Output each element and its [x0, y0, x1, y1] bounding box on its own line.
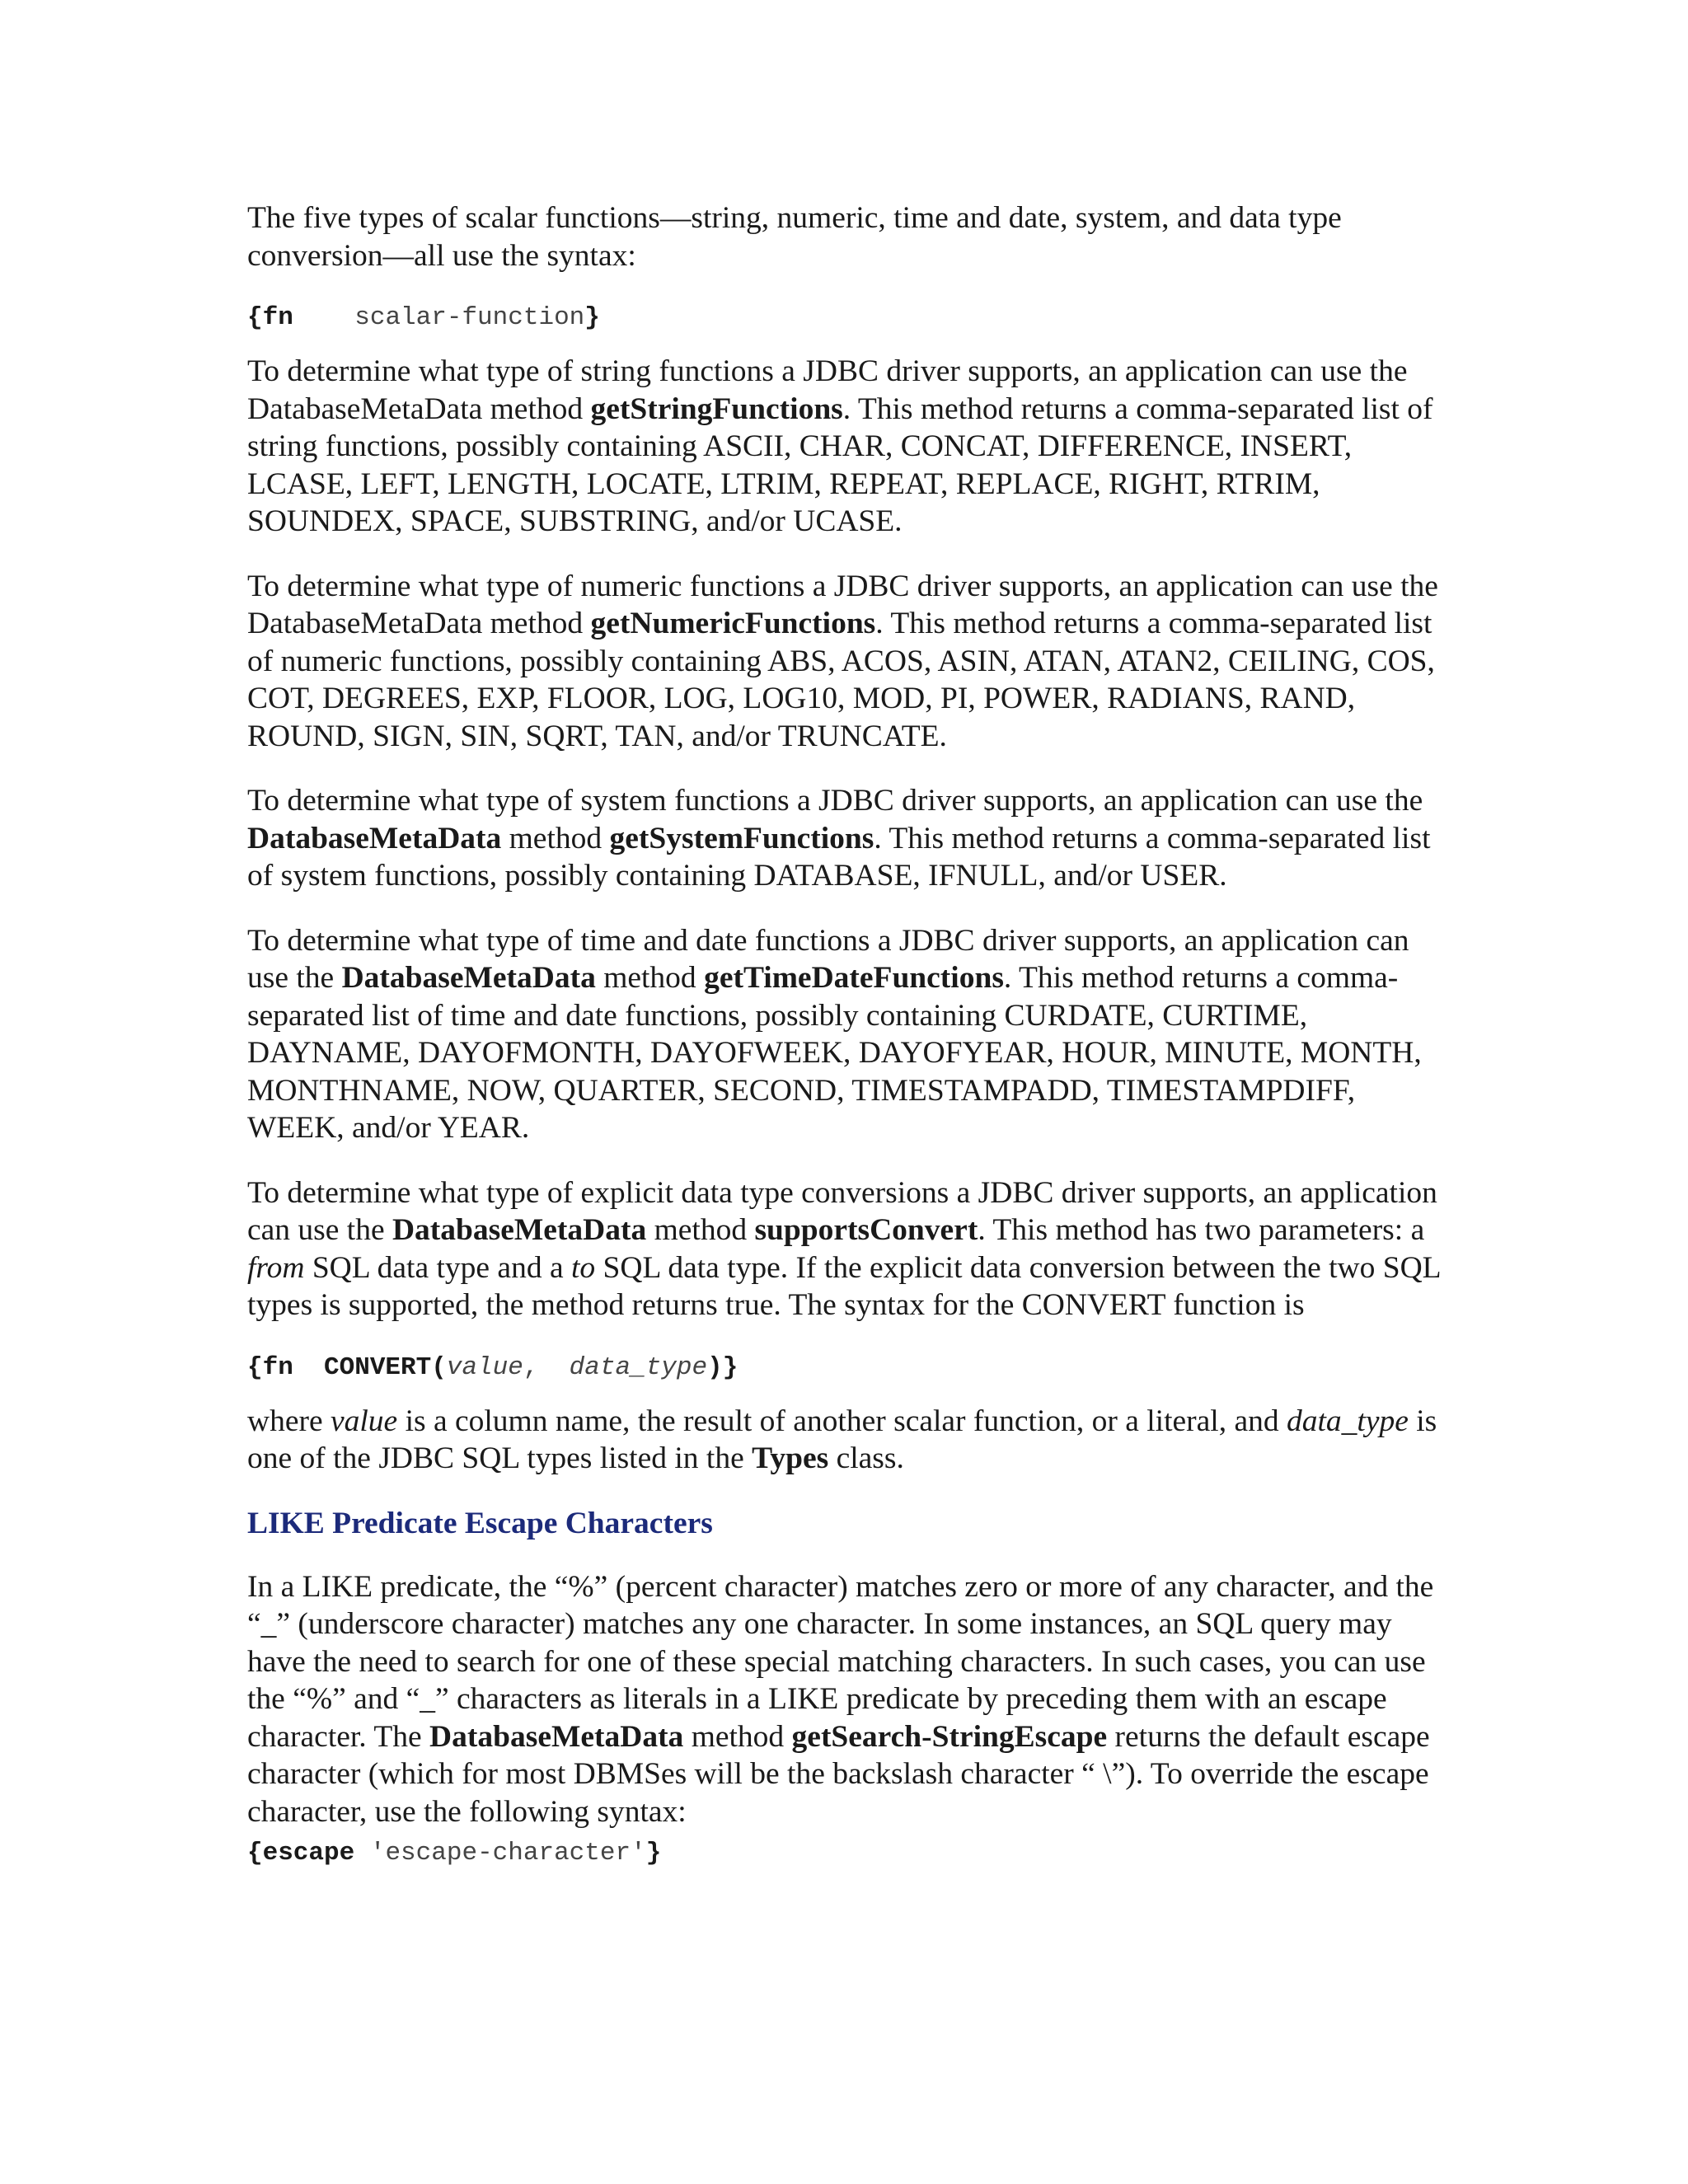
paragraph-text: method: [646, 1213, 755, 1247]
paragraph-text: method: [595, 961, 705, 995]
document-page: [247, 199, 1442, 1888]
paragraph-text: To determine what type of string functions a JDBC driver supports, an application can use the DatabaseMetaData method: [247, 354, 1408, 426]
paragraph-text: . This method returns a comma-separated list of string functions, possibly containing ASCII, CHAR, CONCAT, DIFFERENCE, INSERT, LCASE, LEFT, LENGTH, LOCATE, LTRIM, REPEAT, REPLACE, RIGHT, RTRIM, SOUNDEX, SPACE, SUBSTRING, and/or UCASE.: [247, 391, 1433, 538]
emphasis-text: data_type: [1287, 1404, 1409, 1438]
paragraph-text: . This method has two parameters: a: [978, 1213, 1425, 1247]
class-name: DatabaseMetaData: [341, 961, 596, 995]
method-name: getSearch-StringEscape: [791, 1719, 1108, 1754]
paragraph-text: SQL data type. If the explicit data conversion between the two SQL types is supported, the method returns true. The syntax for the CONVERT function is: [247, 1250, 1441, 1322]
paragraph-text: In a LIKE predicate, the “%” (percent character) matches zero or more of any character, and the “_” (underscore character) matches any one character. In some instances, an SQL query may have the need to search for one of these special matching characters. In such cases, you can use the “%” and “_” characters as literals in a LIKE predicate by preceding them with an escape character. The: [247, 1569, 1434, 1754]
code-separator: ,: [523, 1352, 570, 1382]
paragraph-text: method: [501, 821, 610, 855]
paragraph-text: SQL data type and a: [304, 1250, 571, 1285]
numeric-functions-paragraph: [247, 568, 1442, 756]
string-functions-paragraph: [247, 353, 1442, 541]
class-name: DatabaseMetaData: [247, 821, 502, 855]
convert-function-syntax: [247, 1352, 1442, 1385]
paragraph-text: is one of the JDBC SQL types listed in the: [247, 1404, 1437, 1475]
paragraph-text: method: [683, 1719, 792, 1754]
paragraph-text: To determine what type of explicit data type conversions a JDBC driver supports, an application can use the: [247, 1175, 1437, 1247]
code-argument: value: [446, 1352, 523, 1382]
emphasis-text: value: [330, 1404, 398, 1438]
method-name: getSystemFunctions: [609, 821, 874, 855]
class-name: DatabaseMetaData: [429, 1719, 684, 1754]
code-keyword-close: }: [584, 303, 600, 332]
emphasis-text: from: [247, 1250, 305, 1285]
escape-syntax: [247, 1837, 1442, 1870]
paragraph-text: To determine what type of time and date functions a JDBC driver supports, an application can use the: [247, 923, 1409, 995]
class-name: DatabaseMetaData: [392, 1213, 647, 1247]
system-functions-paragraph: [247, 782, 1442, 895]
like-escape-paragraph: [247, 1568, 1442, 1831]
section-heading: LIKE Predicate Escape Characters: [247, 1506, 713, 1540]
method-name: getNumericFunctions: [590, 607, 876, 640]
conversion-paragraph: [247, 1174, 1442, 1324]
code-keyword: {fn CONVERT(: [247, 1352, 447, 1382]
code-keyword-close: }: [645, 1839, 662, 1868]
paragraph-text: . This method returns a comma-separated list of numeric functions, possibly containing ABS, ACOS, ASIN, ATAN, ATAN2, CEILING, COS, COT, DEGREES, EXP, FLOOR, LOG, LOG10, MOD, PI, POWER, RADIANS, RAND, ROUND, SIGN, SIN, SQRT, TAN, and/or TRUNCATE.: [247, 607, 1435, 753]
convert-explanation-paragraph: [247, 1403, 1442, 1478]
code-keyword-close: )}: [707, 1352, 738, 1382]
paragraph-text: . This method returns a comma-separated list of time and date functions, possibly containing CURDATE, CURTIME, DAYNAME, DAYOFMONTH, DAYOFWEEK, DAYOFYEAR, HOUR, MINUTE, MONTH, MONTHNAME, NOW, QUARTER, SECOND, TIMESTAMPADD, TIMESTAMPDIFF, WEEK, and/or YEAR.: [247, 961, 1422, 1145]
method-name: getStringFunctions: [590, 391, 843, 426]
paragraph-text: . This method returns a comma-separated list of system functions, possibly containing DATABASE, IFNULL, and/or USER.: [247, 821, 1431, 893]
class-name: Types: [752, 1441, 829, 1475]
code-argument: 'escape-character': [369, 1839, 646, 1868]
intro-text: The five types of scalar functions—string, numeric, time and date, system, and data type conversion—all use the syntax:: [247, 201, 1342, 273]
paragraph-text: is a column name, the result of another scalar function, or a literal, and: [397, 1404, 1287, 1438]
method-name: getTimeDateFunctions: [704, 961, 1004, 995]
paragraph-text: class.: [828, 1441, 904, 1475]
code-argument: scalar-function: [354, 303, 585, 332]
code-argument: data_type: [569, 1352, 708, 1382]
paragraph-text: To determine what type of system functions a JDBC driver supports, an application can use the: [247, 784, 1423, 818]
intro-paragraph: [247, 199, 1442, 274]
code-separator: [354, 1839, 370, 1868]
code-spacer: [293, 303, 354, 332]
paragraph-text: To determine what type of numeric functions a JDBC driver supports, an application can use the DatabaseMetaData method: [247, 569, 1438, 640]
emphasis-text: to: [570, 1250, 596, 1285]
paragraph-text: where: [247, 1404, 331, 1438]
scalar-function-syntax: [247, 302, 1442, 335]
paragraph-text: returns the default escape character (which for most DBMSes will be the backslash character “ \”). To override the escape character, use the following syntax:: [247, 1719, 1430, 1829]
method-name: supportsConvert: [754, 1213, 978, 1247]
code-keyword: {fn: [247, 303, 293, 332]
timedate-functions-paragraph: [247, 922, 1442, 1147]
code-keyword: {escape: [247, 1839, 355, 1868]
